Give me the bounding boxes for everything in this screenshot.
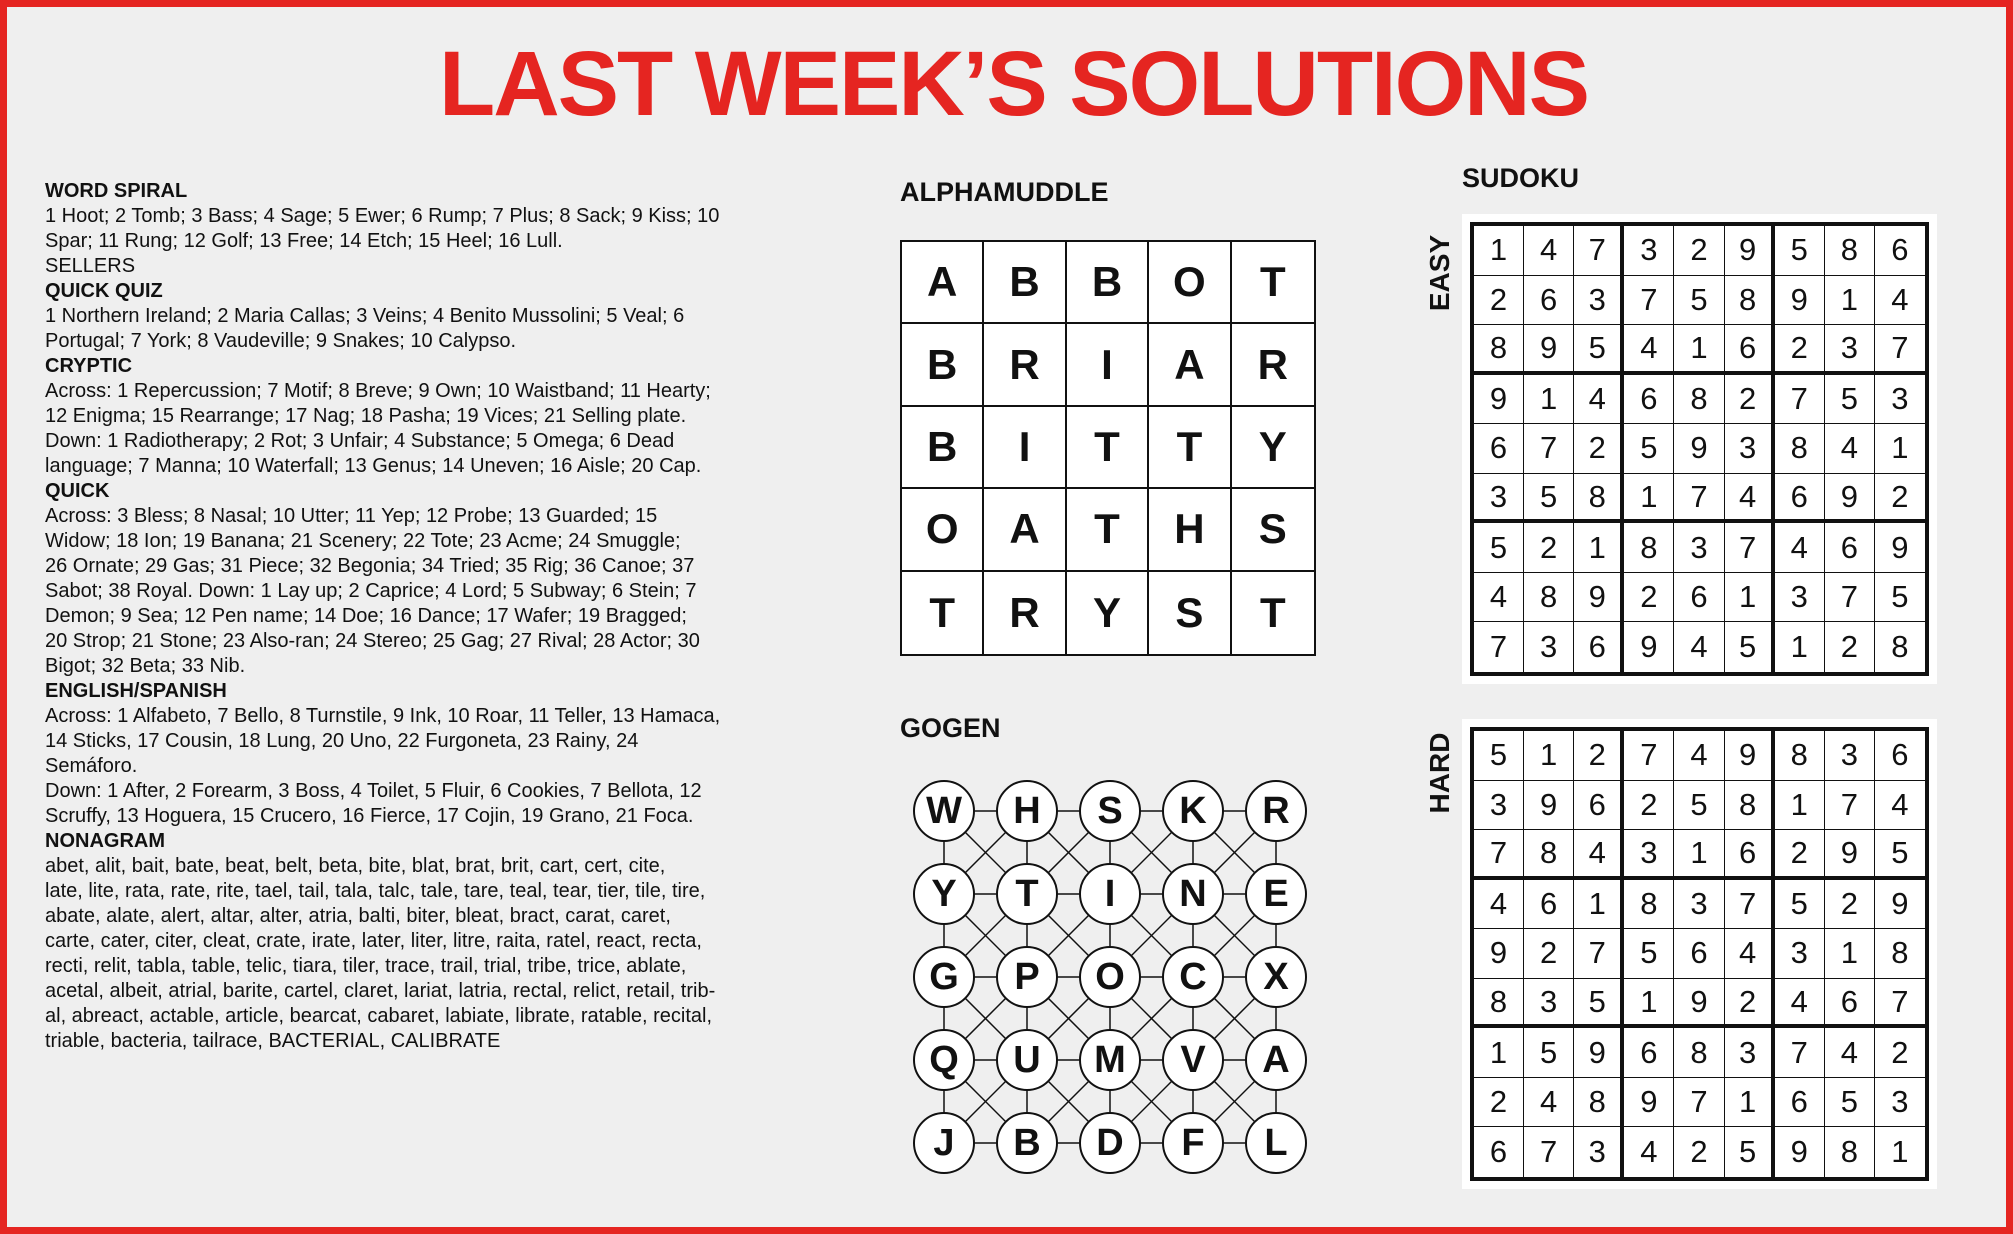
sudoku-hard-cell: 5 xyxy=(1624,929,1674,979)
sudoku-hard-cell: 8 xyxy=(1825,1127,1875,1177)
gogen-letter-node: J xyxy=(913,1112,975,1174)
sudoku-hard-cell: 8 xyxy=(1524,830,1574,880)
gogen-letter-node: U xyxy=(996,1029,1058,1091)
sudoku-hard-cell: 6 xyxy=(1725,830,1775,880)
section-heading: CRYPTIC xyxy=(45,355,133,377)
alphamuddle-cell: T xyxy=(902,572,984,654)
section-text-line: SELLERS xyxy=(45,255,136,277)
alphamuddle-cell: I xyxy=(1067,324,1149,406)
sudoku-easy-cell: 4 xyxy=(1674,622,1724,672)
sudoku-hard-cell: 7 xyxy=(1875,979,1925,1029)
sudoku-easy-cell: 9 xyxy=(1474,375,1524,425)
sudoku-hard-cell: 5 xyxy=(1524,1028,1574,1078)
sudoku-easy-cell: 8 xyxy=(1775,424,1825,474)
section-heading: QUICK QUIZ xyxy=(45,280,163,302)
gogen-letter-node: W xyxy=(913,780,975,842)
section-text-line: Demon; 9 Sea; 12 Pen name; 14 Doe; 16 Dance; 17 Wafer; 19 Bragged; xyxy=(45,605,687,627)
alphamuddle-cell: S xyxy=(1232,489,1314,571)
sudoku-easy-cell: 7 xyxy=(1474,622,1524,672)
sudoku-easy-cell: 8 xyxy=(1524,573,1574,623)
gogen-letter-node: D xyxy=(1079,1112,1141,1174)
section-text-line: Widow; 18 Ion; 19 Banana; 21 Scenery; 22 Tote; 23 Acme; 24 Smuggle; xyxy=(45,530,681,552)
sudoku-easy-cell: 4 xyxy=(1474,573,1524,623)
sudoku-hard-cell: 3 xyxy=(1825,731,1875,781)
sudoku-easy-cell: 9 xyxy=(1875,523,1925,573)
gogen-letter-node: C xyxy=(1162,946,1224,1008)
sudoku-hard-cell: 5 xyxy=(1825,1078,1875,1128)
sudoku-easy-cell: 7 xyxy=(1825,573,1875,623)
alphamuddle-cell: R xyxy=(984,572,1066,654)
sudoku-easy-cell: 3 xyxy=(1775,573,1825,623)
sudoku-easy-frame xyxy=(1462,214,1937,684)
gogen-letter-node: H xyxy=(996,780,1058,842)
section-text-line: recti, relit, tabla, table, telic, tiara, tiler, trace, trail, trial, tribe, trice, ablate, xyxy=(45,955,687,977)
alphamuddle-cell: B xyxy=(1067,242,1149,324)
sudoku-hard-cell: 5 xyxy=(1775,880,1825,930)
sudoku-easy-cell: 5 xyxy=(1775,226,1825,276)
sudoku-hard-cell: 3 xyxy=(1674,880,1724,930)
sudoku-easy-cell: 1 xyxy=(1624,474,1674,524)
sudoku-hard-cell: 6 xyxy=(1825,979,1875,1029)
section-text-line: Sabot; 38 Royal. Down: 1 Lay up; 2 Caprice; 4 Lord; 5 Subway; 6 Stein; 7 xyxy=(45,580,697,602)
section-text-line: Across: 1 Repercussion; 7 Motif; 8 Breve; 9 Own; 10 Waistband; 11 Hearty; xyxy=(45,380,711,402)
sudoku-easy-cell: 4 xyxy=(1875,276,1925,326)
section-text-line: 12 Enigma; 15 Rearrange; 17 Nag; 18 Pasha; 19 Vices; 21 Selling plate. xyxy=(45,405,687,427)
alphamuddle-cell: Y xyxy=(1067,572,1149,654)
sudoku-easy-cell: 9 xyxy=(1775,276,1825,326)
sudoku-easy-cell: 4 xyxy=(1524,226,1574,276)
sudoku-hard-cell: 6 xyxy=(1775,1078,1825,1128)
section-text-line: acetal, albeit, atrial, barite, cartel, claret, lariat, latria, rectal, relict, retail, trib- xyxy=(45,980,716,1002)
sudoku-hard-cell: 8 xyxy=(1574,1078,1624,1128)
sudoku-easy-cell: 9 xyxy=(1674,424,1724,474)
sudoku-easy-cell: 8 xyxy=(1574,474,1624,524)
sudoku-hard-cell: 6 xyxy=(1674,929,1724,979)
sudoku-easy-cell: 2 xyxy=(1674,226,1724,276)
sudoku-hard-cell: 1 xyxy=(1574,880,1624,930)
alphamuddle-cell: B xyxy=(984,242,1066,324)
sudoku-easy-cell: 1 xyxy=(1725,573,1775,623)
sudoku-hard-grid xyxy=(1470,727,1929,1181)
sudoku-easy-cell: 5 xyxy=(1825,375,1875,425)
section-heading: QUICK xyxy=(45,480,110,502)
alphamuddle-cell: R xyxy=(1232,324,1314,406)
section-text-line: carte, cater, citer, cleat, crate, irate, later, liter, litre, raita, ratel, react, recta, xyxy=(45,930,702,952)
gogen-letter-node: P xyxy=(996,946,1058,1008)
sudoku-easy-cell: 6 xyxy=(1474,424,1524,474)
section-text-line: 26 Ornate; 29 Gas; 31 Piece; 32 Begonia; 34 Tried; 35 Rig; 36 Canoe; 37 xyxy=(45,555,695,577)
sudoku-hard-cell: 4 xyxy=(1474,880,1524,930)
section-text-line: Down: 1 Radiotherapy; 2 Rot; 3 Unfair; 4 Substance; 5 Omega; 6 Dead xyxy=(45,430,675,452)
page-title: LAST WEEK’S SOLUTIONS xyxy=(439,33,1588,135)
alphamuddle-cell: T xyxy=(1067,489,1149,571)
sudoku-hard-cell: 3 xyxy=(1875,1078,1925,1128)
sudoku-hard-cell: 2 xyxy=(1524,929,1574,979)
sudoku-hard-cell: 9 xyxy=(1674,979,1724,1029)
gogen-heading: GOGEN xyxy=(900,713,1001,743)
sudoku-hard-cell: 6 xyxy=(1524,880,1574,930)
sudoku-easy-cell: 3 xyxy=(1524,622,1574,672)
gogen-board xyxy=(900,767,1320,1187)
sudoku-hard-cell: 3 xyxy=(1725,1028,1775,1078)
alphamuddle-cell: A xyxy=(984,489,1066,571)
section-text-line: 1 Northern Ireland; 2 Maria Callas; 3 Veins; 4 Benito Mussolini; 5 Veal; 6 xyxy=(45,305,685,327)
sudoku-easy-cell: 2 xyxy=(1624,573,1674,623)
sudoku-hard-cell: 9 xyxy=(1574,1028,1624,1078)
sudoku-easy-cell: 9 xyxy=(1524,325,1574,375)
section-text-line: Across: 1 Alfabeto, 7 Bello, 8 Turnstile, 9 Ink, 10 Roar, 11 Teller, 13 Hamaca, xyxy=(45,705,721,727)
alphamuddle-cell: B xyxy=(902,324,984,406)
sudoku-hard-cell: 9 xyxy=(1725,731,1775,781)
sudoku-hard-cell: 3 xyxy=(1574,1127,1624,1177)
gogen-letter-node: N xyxy=(1162,863,1224,925)
sudoku-hard-cell: 2 xyxy=(1624,781,1674,831)
sudoku-hard-cell: 1 xyxy=(1674,830,1724,880)
sudoku-hard-cell: 7 xyxy=(1524,1127,1574,1177)
section-text-line: 14 Sticks, 17 Cousin, 18 Lung, 20 Uno, 22 Furgoneta, 23 Rainy, 24 xyxy=(45,730,639,752)
gogen-letter-node: K xyxy=(1162,780,1224,842)
sudoku-easy-cell: 6 xyxy=(1674,573,1724,623)
sudoku-easy-cell: 9 xyxy=(1825,474,1875,524)
sudoku-easy-cell: 1 xyxy=(1524,375,1574,425)
alphamuddle-cell: B xyxy=(902,407,984,489)
sudoku-hard-cell: 2 xyxy=(1474,1078,1524,1128)
sudoku-easy-cell: 3 xyxy=(1875,375,1925,425)
gogen-letter-node: A xyxy=(1245,1029,1307,1091)
sudoku-easy-cell: 2 xyxy=(1775,325,1825,375)
section-text-line: al, abreact, actable, article, bearcat, cabaret, labiate, librate, ratable, recital, xyxy=(45,1005,713,1027)
sudoku-hard-cell: 4 xyxy=(1875,781,1925,831)
sudoku-hard-cell: 2 xyxy=(1574,731,1624,781)
sudoku-hard-cell: 6 xyxy=(1574,781,1624,831)
sudoku-hard-cell: 4 xyxy=(1825,1028,1875,1078)
alphamuddle-cell: I xyxy=(984,407,1066,489)
sudoku-easy-cell: 5 xyxy=(1524,474,1574,524)
sudoku-hard-cell: 2 xyxy=(1725,979,1775,1029)
sudoku-easy-cell: 3 xyxy=(1674,523,1724,573)
sudoku-hard-cell: 7 xyxy=(1775,1028,1825,1078)
sudoku-easy-cell: 1 xyxy=(1674,325,1724,375)
alphamuddle-cell: T xyxy=(1259,588,1286,636)
sudoku-easy-cell: 9 xyxy=(1624,622,1674,672)
sudoku-hard-cell: 1 xyxy=(1825,929,1875,979)
sudoku-easy-cell: 7 xyxy=(1524,424,1574,474)
section-text-line: language; 7 Manna; 10 Waterfall; 13 Genus; 14 Uneven; 16 Aisle; 20 Cap. xyxy=(45,455,702,477)
sudoku-easy-cell: 3 xyxy=(1474,474,1524,524)
sudoku-hard-cell: 8 xyxy=(1674,1028,1724,1078)
gogen-letter-node: T xyxy=(996,863,1058,925)
sudoku-easy-cell: 2 xyxy=(1875,474,1925,524)
sudoku-easy-cell: 6 xyxy=(1574,622,1624,672)
sudoku-hard-cell: 4 xyxy=(1524,1078,1574,1128)
sudoku-easy-cell: 6 xyxy=(1624,375,1674,425)
sudoku-hard-cell: 4 xyxy=(1674,731,1724,781)
sudoku-hard-cell: 5 xyxy=(1474,731,1524,781)
sudoku-easy-cell: 2 xyxy=(1825,622,1875,672)
alphamuddle-cell: A xyxy=(902,242,984,324)
sudoku-easy-cell: 4 xyxy=(1825,424,1875,474)
sudoku-easy-cell: 3 xyxy=(1825,325,1875,375)
sudoku-hard-cell: 7 xyxy=(1825,781,1875,831)
sudoku-easy-cell: 2 xyxy=(1574,424,1624,474)
sudoku-hard-cell: 4 xyxy=(1725,929,1775,979)
sudoku-easy-cell: 2 xyxy=(1725,375,1775,425)
sudoku-easy-grid xyxy=(1470,222,1929,676)
sudoku-hard-cell: 9 xyxy=(1825,830,1875,880)
sudoku-hard-cell: 9 xyxy=(1624,1078,1674,1128)
sudoku-hard-cell: 7 xyxy=(1725,880,1775,930)
sudoku-easy-cell: 6 xyxy=(1775,474,1825,524)
sudoku-easy-cell: 1 xyxy=(1875,424,1925,474)
sudoku-hard-cell: 5 xyxy=(1725,1127,1775,1177)
sudoku-hard-cell: 9 xyxy=(1524,781,1574,831)
gogen-letter-node: X xyxy=(1245,946,1307,1008)
sudoku-hard-cell: 9 xyxy=(1875,880,1925,930)
section-text-line: Down: 1 After, 2 Forearm, 3 Boss, 4 Toilet, 5 Fluir, 6 Cookies, 7 Bellota, 12 xyxy=(45,780,702,802)
alphamuddle-cell: T xyxy=(1149,407,1231,489)
sudoku-hard-cell: 3 xyxy=(1624,830,1674,880)
sudoku-hard-cell: 2 xyxy=(1825,880,1875,930)
solutions-text-column xyxy=(45,179,805,1054)
gogen-letter-node: Q xyxy=(913,1029,975,1091)
gogen-letter-node: I xyxy=(1079,863,1141,925)
sudoku-easy-cell: 7 xyxy=(1674,474,1724,524)
gogen-letter-node: S xyxy=(1079,780,1141,842)
sudoku-easy-cell: 7 xyxy=(1725,523,1775,573)
sudoku-easy-cell: 6 xyxy=(1524,276,1574,326)
sudoku-hard-cell: 7 xyxy=(1574,929,1624,979)
sudoku-easy-cell: 9 xyxy=(1725,226,1775,276)
alphamuddle-cell: O xyxy=(902,489,984,571)
gogen-letter-node: R xyxy=(1245,780,1307,842)
sudoku-hard-cell: 8 xyxy=(1624,880,1674,930)
gogen-letter-node: G xyxy=(913,946,975,1008)
sudoku-hard-cell: 3 xyxy=(1775,929,1825,979)
sudoku-hard-cell: 2 xyxy=(1674,1127,1724,1177)
sudoku-hard-cell: 1 xyxy=(1624,979,1674,1029)
gogen-letter-node: B xyxy=(996,1112,1058,1174)
alphamuddle-cell: S xyxy=(1149,572,1231,654)
alphamuddle-cell: A xyxy=(1149,324,1231,406)
gogen-letter-node: M xyxy=(1079,1029,1141,1091)
sudoku-hard-cell: 1 xyxy=(1474,1028,1524,1078)
sudoku-hard-cell: 8 xyxy=(1474,979,1524,1029)
sudoku-easy-cell: 7 xyxy=(1875,325,1925,375)
gogen-letter-node: Y xyxy=(913,863,975,925)
section-text-line: Portugal; 7 York; 8 Vaudeville; 9 Snakes; 10 Calypso. xyxy=(45,330,517,352)
sudoku-easy-cell: 2 xyxy=(1524,523,1574,573)
sudoku-hard-cell: 5 xyxy=(1875,830,1925,880)
sudoku-easy-cell: 8 xyxy=(1474,325,1524,375)
alphamuddle-cell: T xyxy=(1232,242,1314,324)
section-text-line: Semáforo. xyxy=(45,755,138,777)
sudoku-easy-cell: 8 xyxy=(1891,629,1909,665)
gogen-letter-node: L xyxy=(1245,1112,1307,1174)
alphamuddle-cell: T xyxy=(1067,407,1149,489)
sudoku-hard-cell: 7 xyxy=(1624,731,1674,781)
sudoku-easy-cell: 8 xyxy=(1725,276,1775,326)
section-text-line: 20 Strop; 21 Stone; 23 Also-ran; 24 Stereo; 25 Gag; 27 Rival; 28 Actor; 30 xyxy=(45,630,700,652)
sudoku-hard-cell: 4 xyxy=(1624,1127,1674,1177)
section-heading: ENGLISH/SPANISH xyxy=(45,680,227,702)
sudoku-easy-cell: 8 xyxy=(1624,523,1674,573)
section-text-line: Scruffy, 13 Hoguera, 15 Crucero, 16 Fierce, 17 Cojin, 19 Grano, 21 Foca. xyxy=(45,805,694,827)
sudoku-hard-cell: 1 xyxy=(1524,731,1574,781)
sudoku-easy-cell: 7 xyxy=(1574,226,1624,276)
sudoku-easy-cell: 3 xyxy=(1725,424,1775,474)
sudoku-hard-cell: 4 xyxy=(1775,979,1825,1029)
sudoku-easy-cell: 8 xyxy=(1825,226,1875,276)
sudoku-hard-cell: 2 xyxy=(1775,830,1825,880)
sudoku-easy-cell: 6 xyxy=(1825,523,1875,573)
sudoku-hard-cell: 1 xyxy=(1891,1134,1909,1170)
alphamuddle-grid xyxy=(900,240,1316,656)
sudoku-easy-cell: 4 xyxy=(1775,523,1825,573)
sudoku-easy-cell: 2 xyxy=(1474,276,1524,326)
section-text-line: Spar; 11 Rung; 12 Golf; 13 Free; 14 Etch; 15 Heel; 16 Lull. xyxy=(45,230,563,252)
section-text-line: late, lite, rata, rate, rite, tael, tail, tala, talc, tale, tare, teal, tear, tier, tile, tire, xyxy=(45,880,706,902)
sudoku-easy-cell: 8 xyxy=(1674,375,1724,425)
alphamuddle-heading: ALPHAMUDDLE xyxy=(900,177,1109,207)
sudoku-hard-cell: 9 xyxy=(1474,929,1524,979)
gogen-letter-node: E xyxy=(1245,863,1307,925)
sudoku-hard-cell: 3 xyxy=(1524,979,1574,1029)
sudoku-easy-label: EASY xyxy=(1424,234,1455,312)
sudoku-hard-frame xyxy=(1462,719,1937,1189)
sudoku-easy-cell: 7 xyxy=(1624,276,1674,326)
section-text-line: Bigot; 32 Beta; 33 Nib. xyxy=(45,655,246,677)
gogen-letter-node: V xyxy=(1162,1029,1224,1091)
section-text-line: Across: 3 Bless; 8 Nasal; 10 Utter; 11 Yep; 12 Probe; 13 Guarded; 15 xyxy=(45,505,658,527)
sudoku-easy-cell: 5 xyxy=(1875,573,1925,623)
sudoku-hard-cell: 6 xyxy=(1875,731,1925,781)
sudoku-easy-cell: 1 xyxy=(1775,622,1825,672)
sudoku-hard-cell: 6 xyxy=(1474,1127,1524,1177)
alphamuddle-cell: R xyxy=(984,324,1066,406)
sudoku-hard-cell: 2 xyxy=(1875,1028,1925,1078)
sudoku-easy-cell: 5 xyxy=(1474,523,1524,573)
section-heading: WORD SPIRAL xyxy=(45,180,188,202)
alphamuddle-cell: H xyxy=(1149,489,1231,571)
sudoku-easy-cell: 3 xyxy=(1624,226,1674,276)
section-text-line: 1 Hoot; 2 Tomb; 3 Bass; 4 Sage; 5 Ewer; 6 Rump; 7 Plus; 8 Sack; 9 Kiss; 10 xyxy=(45,205,720,227)
sudoku-hard-cell: 9 xyxy=(1775,1127,1825,1177)
gogen-letter-node: F xyxy=(1162,1112,1224,1174)
sudoku-easy-cell: 5 xyxy=(1574,325,1624,375)
alphamuddle-cell: Y xyxy=(1232,407,1314,489)
sudoku-hard-cell: 6 xyxy=(1624,1028,1674,1078)
sudoku-hard-cell: 8 xyxy=(1725,781,1775,831)
sudoku-easy-cell: 1 xyxy=(1474,226,1524,276)
sudoku-easy-cell: 9 xyxy=(1574,573,1624,623)
sudoku-easy-cell: 5 xyxy=(1674,276,1724,326)
sudoku-easy-cell: 5 xyxy=(1624,424,1674,474)
section-heading: NONAGRAM xyxy=(45,830,165,852)
sudoku-easy-cell: 6 xyxy=(1725,325,1775,375)
sudoku-easy-cell: 6 xyxy=(1875,226,1925,276)
sudoku-hard-cell: 1 xyxy=(1725,1078,1775,1128)
sudoku-hard-cell: 7 xyxy=(1674,1078,1724,1128)
sudoku-hard-cell: 1 xyxy=(1775,781,1825,831)
sudoku-hard-cell: 8 xyxy=(1875,929,1925,979)
sudoku-easy-cell: 5 xyxy=(1725,622,1775,672)
section-text-line: abate, alate, alert, altar, alter, atria, balti, biter, bleat, bract, carat, caret, xyxy=(45,905,671,927)
alphamuddle-cell: O xyxy=(1149,242,1231,324)
sudoku-hard-cell: 8 xyxy=(1775,731,1825,781)
sudoku-hard-cell: 4 xyxy=(1574,830,1624,880)
sudoku-easy-cell: 3 xyxy=(1574,276,1624,326)
sudoku-easy-cell: 1 xyxy=(1825,276,1875,326)
sudoku-easy-cell: 7 xyxy=(1775,375,1825,425)
gogen-letter-node: O xyxy=(1079,946,1141,1008)
sudoku-hard-cell: 7 xyxy=(1474,830,1524,880)
section-text-line: abet, alit, bait, bate, beat, belt, beta, bite, blat, brat, brit, cart, cert, cite, xyxy=(45,855,666,877)
sudoku-easy-cell: 4 xyxy=(1725,474,1775,524)
section-text-line: triable, bacteria, tailrace, BACTERIAL, CALIBRATE xyxy=(45,1030,501,1052)
sudoku-hard-cell: 3 xyxy=(1474,781,1524,831)
sudoku-hard-cell: 5 xyxy=(1674,781,1724,831)
sudoku-easy-cell: 4 xyxy=(1574,375,1624,425)
sudoku-heading: SUDOKU xyxy=(1462,163,1580,193)
sudoku-easy-cell: 4 xyxy=(1624,325,1674,375)
sudoku-easy-cell: 1 xyxy=(1574,523,1624,573)
sudoku-hard-cell: 5 xyxy=(1574,979,1624,1029)
sudoku-hard-label: HARD xyxy=(1424,732,1455,814)
